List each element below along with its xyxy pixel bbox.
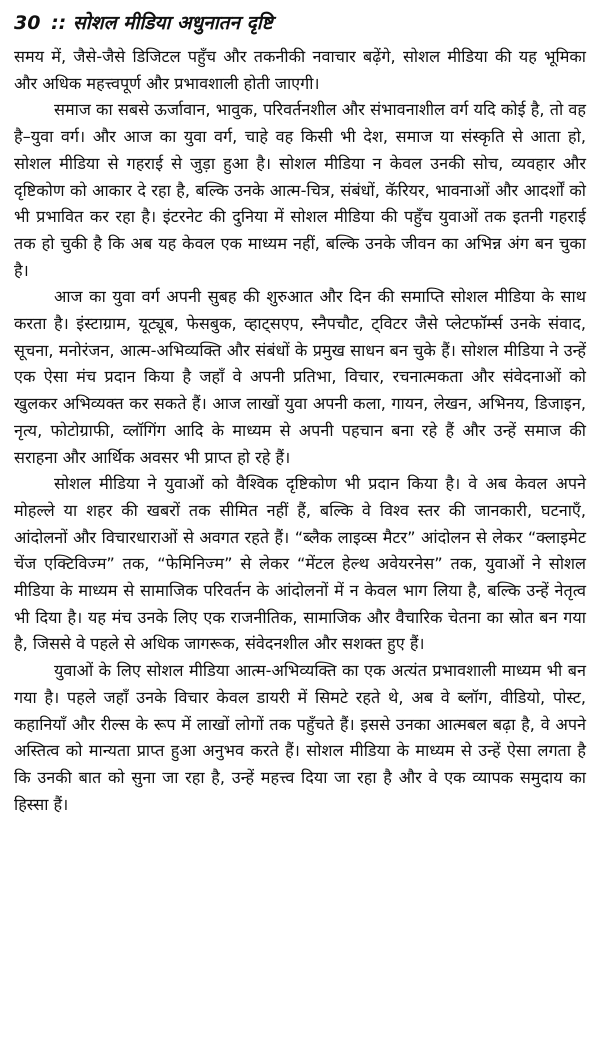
- paragraph-continued: समय में, जैसे-जैसे डिजिटल पहुँच और तकनीकी नवाचार बढ़ेंगे, सोशल मीडिया की यह भूमिका और अधिक महत्त्वपूर्ण और प्रभावशाली होती जाएगी।: [14, 47, 586, 93]
- paragraph-daily-use: आज का युवा वर्ग अपनी सुबह की शुरुआत और दिन की समाप्ति सोशल मीडिया के साथ करता है। इंस्टाग्राम, यूट्यूब, फेसबुक, व्हाट्सएप, स्नैपचौट, ट्विटर जैसे प्लेटफॉर्म्स उनके संवाद, सूचना, मनोरंजन, आत्म-अभिव्यक्ति और संबंधों के प्रमुख साधन बन चुके हैं। सोशल मीडिया ने उन्हें एक ऐसा मंच प्रदान किया है जहाँ वे अपनी प्रतिभा, विचार, रचनात्मकता और संवेदनाओं को खुलकर अभिव्यक्त कर सकते हैं। आज लाखों युवा अपनी कला, गायन, लेखन, अभिनय, डिजाइन, नृत्य, फोटोग्राफी, व्लॉगिंग आदि के माध्यम से अपनी पहचान बना रहे हैं और उन्हें समाज की सराहना और आर्थिक अवसर भी प्राप्त हो रहे हैं।: [14, 287, 586, 467]
- running-title: सोशल मीडिया अधुनातन दृष्टि: [72, 12, 273, 34]
- page-number: 30: [14, 12, 41, 34]
- paragraph-youth-intro: समाज का सबसे ऊर्जावान, भावुक, परिवर्तनशील और संभावनाशील वर्ग यदि कोई है, तो वह है–युवा वर्ग। और आज का युवा वर्ग, चाहे वह किसी भी देश, समाज या संस्कृति से आता हो, सोशल मीडिया से गहराई से जुड़ा हुआ है। सोशल मीडिया न केवल उनकी सोच, व्यवहार और दृष्टिकोण को आकार दे रहा है, बल्कि उनके आत्म-चित्र, संबंधों, कॅरियर, भावनाओं और आदर्शों को भी प्रभावित कर रहा है। इंटरनेट की दुनिया में सोशल मीडिया की पहुँच युवाओं तक इतनी गहराई तक हो चुकी है कि अब यह केवल एक माध्यम नहीं, बल्कि उनके जीवन का अभिन्न अंग बन चुका है।: [14, 100, 586, 280]
- paragraph-global-outlook: सोशल मीडिया ने युवाओं को वैश्विक दृष्टिकोण भी प्रदान किया है। वे अब केवल अपने मोहल्ले या शहर की खबरों तक सीमित नहीं हैं, बल्कि वे विश्व स्तर की जानकारी, घटनाएँ, आंदोलनों और विचारधाराओं से अवगत रहते हैं। “ब्लैक लाइव्स मैटर” आंदोलन से लेकर “क्लाइमेट चेंज एक्टिविज्म” तक, “फेमिनिज्म” से लेकर “मेंटल हेल्थ अवेयरनेस” तक, युवाओं ने सोशल मीडिया के माध्यम से सामाजिक परिवर्तन के आंदोलनों में न केवल भाग लिया है, बल्कि उन्हें नेतृत्व भी दिया है। यह मंच उनके लिए एक राजनीतिक, सामाजिक और वैचारिक चेतना का स्रोत बन गया है, जिससे वे पहले से अधिक जागरूक, संवेदनशील और सशक्त हुए हैं।: [14, 474, 586, 654]
- running-header: [14, 8, 586, 38]
- paragraph-self-expression: युवाओं के लिए सोशल मीडिया आत्म-अभिव्यक्ति का एक अत्यंत प्रभावशाली माध्यम भी बन गया है। पहले जहाँ उनके विचार केवल डायरी में सिमटे रहते थे, अब वे ब्लॉग, वीडियो, पोस्ट, कहानियाँ और रील्स के रूप में लाखों लोगों तक पहुँचते हैं। इससे उनका आत्मबल बढ़ा है, वे अपने अस्तित्व को मान्यता प्राप्त हुआ अनुभव करते हैं। सोशल मीडिया के माध्यम से उन्हें ऐसा लगता है कि उनकी बात को सुना जा रहा है, उन्हें महत्त्व दिया जा रहा है और वे एक व्यापक समुदाय का हिस्सा हैं।: [14, 661, 586, 814]
- header-separator: ::: [51, 12, 67, 34]
